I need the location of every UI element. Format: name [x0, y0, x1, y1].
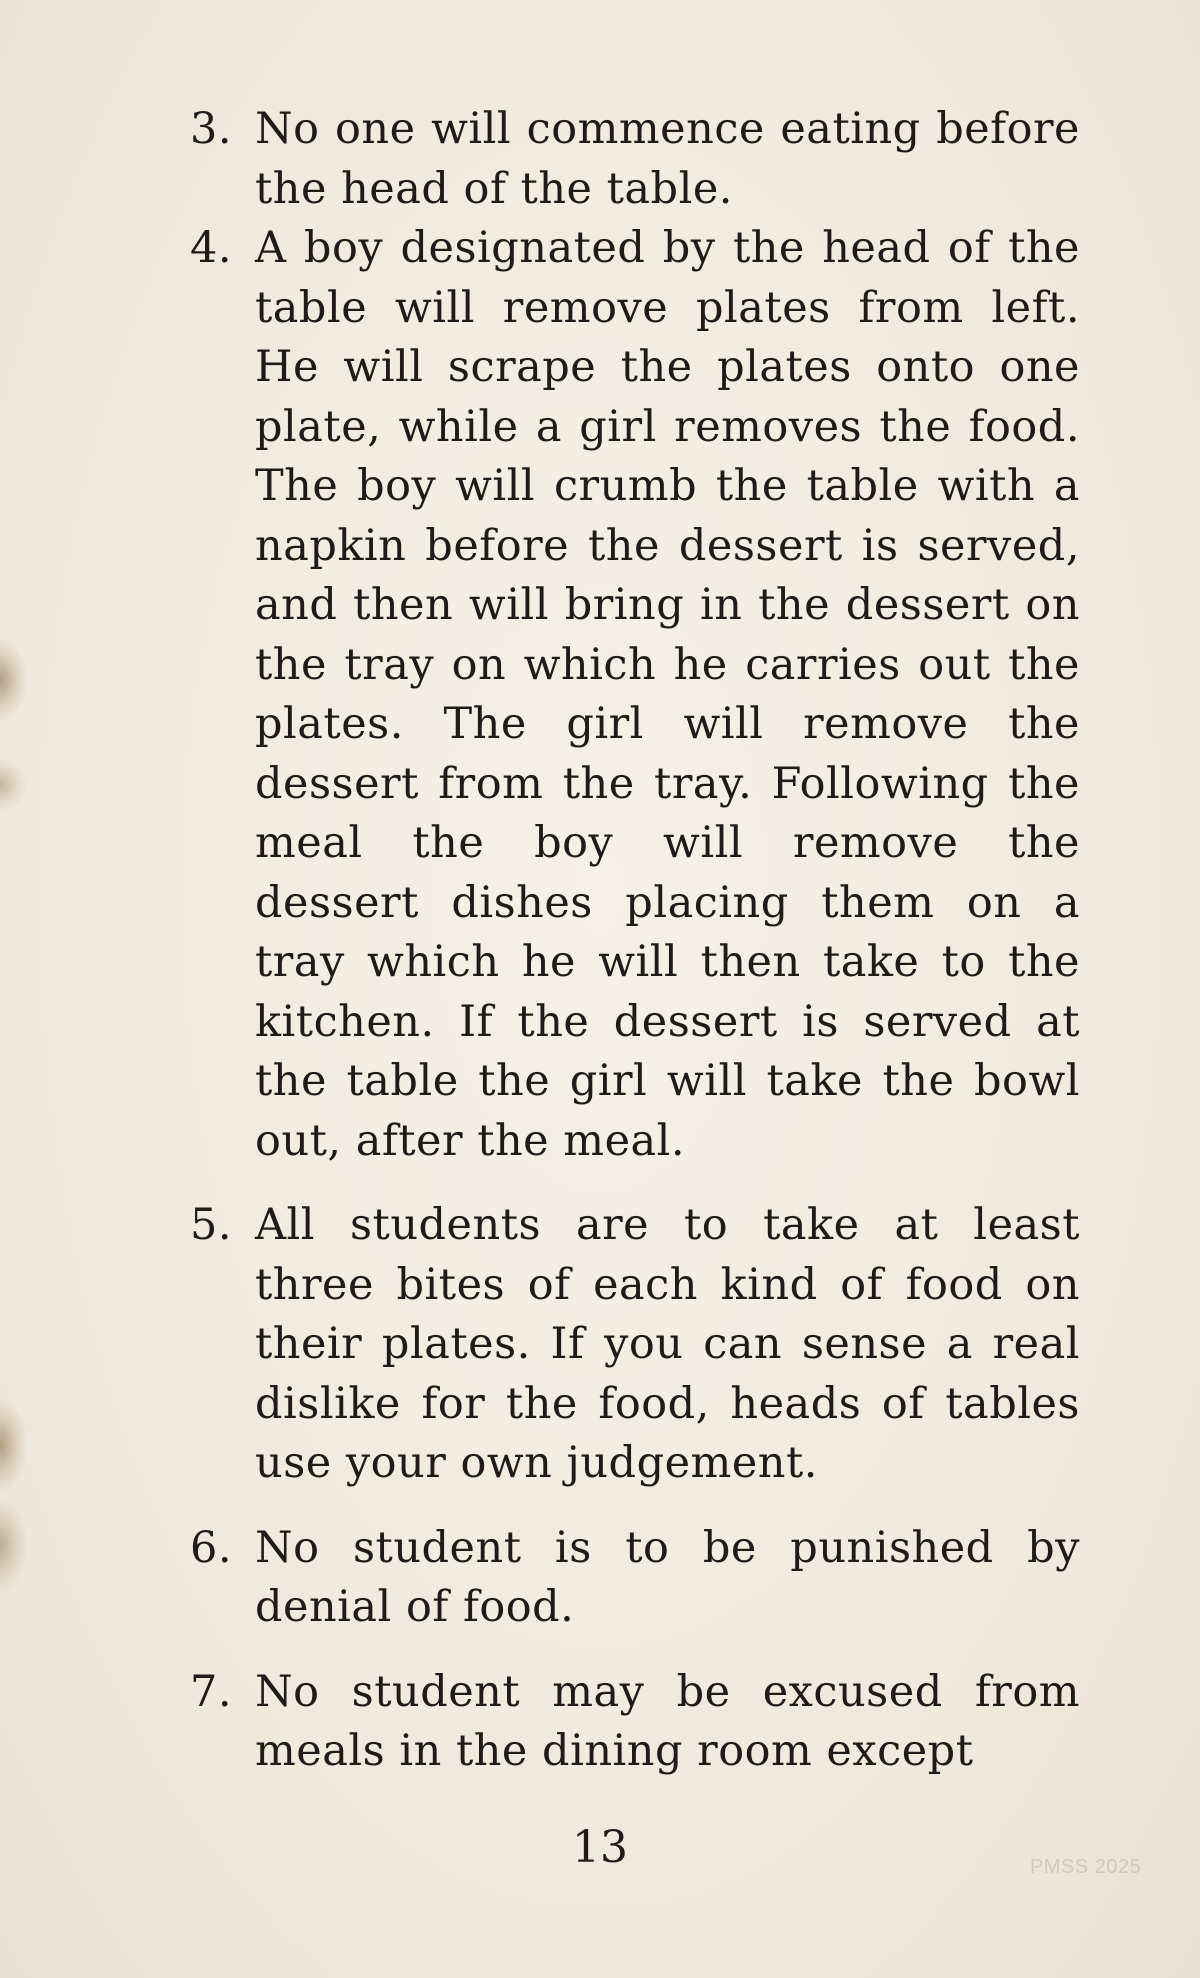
rule-item-3: [190, 100, 1080, 219]
rule-item-4: [190, 219, 1080, 1171]
edge-stain: [0, 760, 26, 810]
rule-text: All students are to take at least three bites of each kind of food on their plates. If you can sense a real dislike for the food, heads of tables use your own judgement.: [255, 1200, 1080, 1488]
page-number: 13: [572, 1822, 628, 1873]
rule-text: No student may be excused from meals in the dining room except: [255, 1666, 1080, 1776]
rule-number: 3.: [190, 104, 233, 154]
rule-item-6: [190, 1519, 1080, 1638]
rule-text: No one will commence eating before the head of the table.: [255, 104, 1080, 214]
edge-stain: [0, 640, 26, 720]
rule-text: No student is to be punished by denial of food.: [255, 1522, 1080, 1632]
edge-stain: [0, 1400, 26, 1490]
edge-stain: [0, 1500, 26, 1590]
watermark: PMSS 2025: [1030, 1856, 1142, 1878]
rule-number: 4.: [190, 223, 233, 273]
rule-number: 6.: [190, 1522, 233, 1573]
rule-item-7: [190, 1663, 1080, 1782]
rule-number: 7.: [190, 1666, 233, 1717]
rules-list: [190, 100, 1080, 1782]
rule-item-5: [190, 1196, 1080, 1494]
rule-number: 5.: [190, 1200, 233, 1250]
rule-text: A boy designated by the head of the table will remove plates from left. He will scrape the plates onto one plate, while a girl removes the food. The boy will crumb the table with a napkin before the dessert is served, and then will bring in the dessert on the tray on which he carries out the plates. The girl will remove the dessert from the tray. Following the meal the boy will remove the dessert dishes placing them on a tray which he will then take to the kitchen. If the dessert is served at the table the girl will take the bowl out, after the meal.: [255, 223, 1080, 1166]
